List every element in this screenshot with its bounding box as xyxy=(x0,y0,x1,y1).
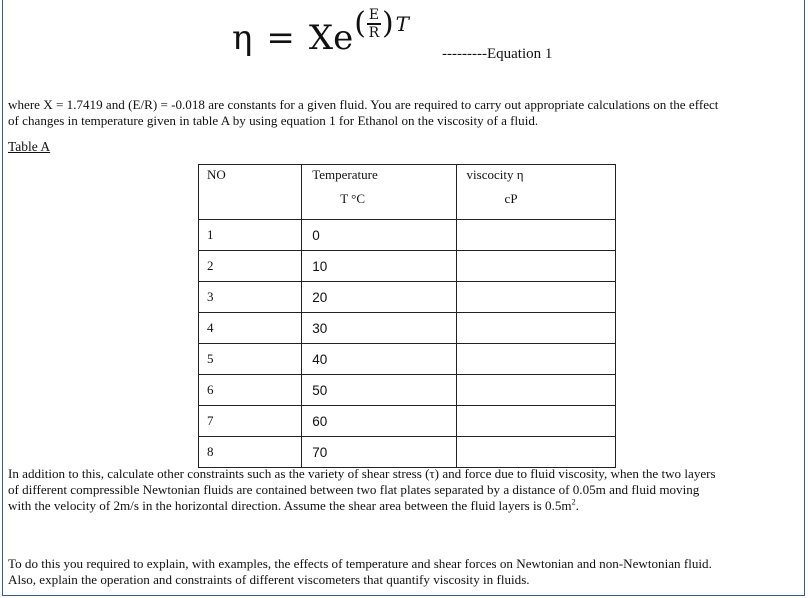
data-table xyxy=(198,164,616,468)
table-label: Table A xyxy=(8,139,51,154)
cell-viscosity xyxy=(456,313,615,344)
header-temperature-unit: T °C xyxy=(340,191,366,206)
exponent-variable: T xyxy=(395,12,409,36)
cell-viscosity xyxy=(456,375,615,406)
cell-no: 8 xyxy=(199,437,302,468)
cell-no: 1 xyxy=(199,220,302,251)
paragraph-line: of changes in temperature given in table A by using equation 1 for Ethanol on the viscosity of a fluid. xyxy=(8,113,539,128)
header-temperature-label: Temperature xyxy=(312,167,378,182)
paragraph-line: where X = 1.7419 and (E/R) = -0.018 are constants for a given fluid. You are required to carry out appropriate calculations on the effect xyxy=(8,97,719,112)
cell-viscosity xyxy=(456,220,615,251)
header-viscosity-unit: cP xyxy=(504,191,518,206)
paragraph-line: Also, explain the operation and constraints of different viscometers that quantify viscosity in fluids. xyxy=(8,572,530,587)
paragraph-line: In addition to this, calculate other constraints such as the variety of shear stress (τ) and force due to fluid viscosity, when the two layers xyxy=(8,466,716,481)
cell-viscosity xyxy=(456,251,615,282)
cell-no: 5 xyxy=(199,344,302,375)
table-row xyxy=(199,406,616,437)
cell-viscosity xyxy=(456,344,615,375)
cell-temperature: 40 xyxy=(302,344,456,375)
cell-temperature: 20 xyxy=(302,282,456,313)
fraction-denominator: R xyxy=(368,24,380,41)
cell-no: 6 xyxy=(199,375,302,406)
coefficient-x: X xyxy=(308,18,334,58)
cell-temperature: 70 xyxy=(302,437,456,468)
cell-temperature: 50 xyxy=(302,375,456,406)
cell-no: 3 xyxy=(199,282,302,313)
fraction-e-over-r xyxy=(367,8,381,40)
cell-no: 4 xyxy=(199,313,302,344)
cell-no: 2 xyxy=(199,251,302,282)
header-viscosity-label: viscocity η xyxy=(466,167,524,182)
table-row xyxy=(199,344,616,375)
exponent xyxy=(354,8,409,40)
table-row xyxy=(199,313,616,344)
paragraph-line: To do this you required to explain, with examples, the effects of temperature and shear forces on Newtonian and non-Newtonian fluid. xyxy=(8,556,712,571)
eta-symbol: η xyxy=(232,18,253,58)
paragraph-line: of different compressible Newtonian fluids are contained between two flat plates separated by a distance of 0.05m and fluid moving xyxy=(8,482,700,497)
header-no: NO xyxy=(199,165,302,220)
cell-viscosity xyxy=(456,437,615,468)
header-viscosity xyxy=(456,165,615,220)
table-row xyxy=(199,220,616,251)
cell-temperature: 30 xyxy=(302,313,456,344)
paragraph-task xyxy=(8,556,806,588)
exponential-base: e xyxy=(333,18,354,58)
right-paren: ) xyxy=(381,6,394,41)
table-row xyxy=(199,375,616,406)
cell-temperature: 10 xyxy=(302,251,456,282)
table-header-row xyxy=(199,165,616,220)
header-temperature xyxy=(302,165,456,220)
table-row xyxy=(199,251,616,282)
paragraph-intro xyxy=(8,97,806,129)
fraction-numerator: E xyxy=(368,7,380,24)
cell-no: 7 xyxy=(199,406,302,437)
paragraph-shear xyxy=(8,466,806,514)
equation-1 xyxy=(232,6,409,70)
cell-temperature: 0 xyxy=(302,220,456,251)
cell-viscosity xyxy=(456,282,615,313)
cell-viscosity xyxy=(456,406,615,437)
table-row xyxy=(199,282,616,313)
table-row xyxy=(199,437,616,468)
cell-temperature: 60 xyxy=(302,406,456,437)
paragraph-line: with the velocity of 2m/s in the horizontal direction. Assume the shear area between the fluid layers is $0.5m^2$. xyxy=(8,497,579,513)
equation-label: ---------Equation 1 xyxy=(442,46,553,62)
left-paren: ( xyxy=(354,6,366,41)
equals-sign: = xyxy=(266,18,295,58)
